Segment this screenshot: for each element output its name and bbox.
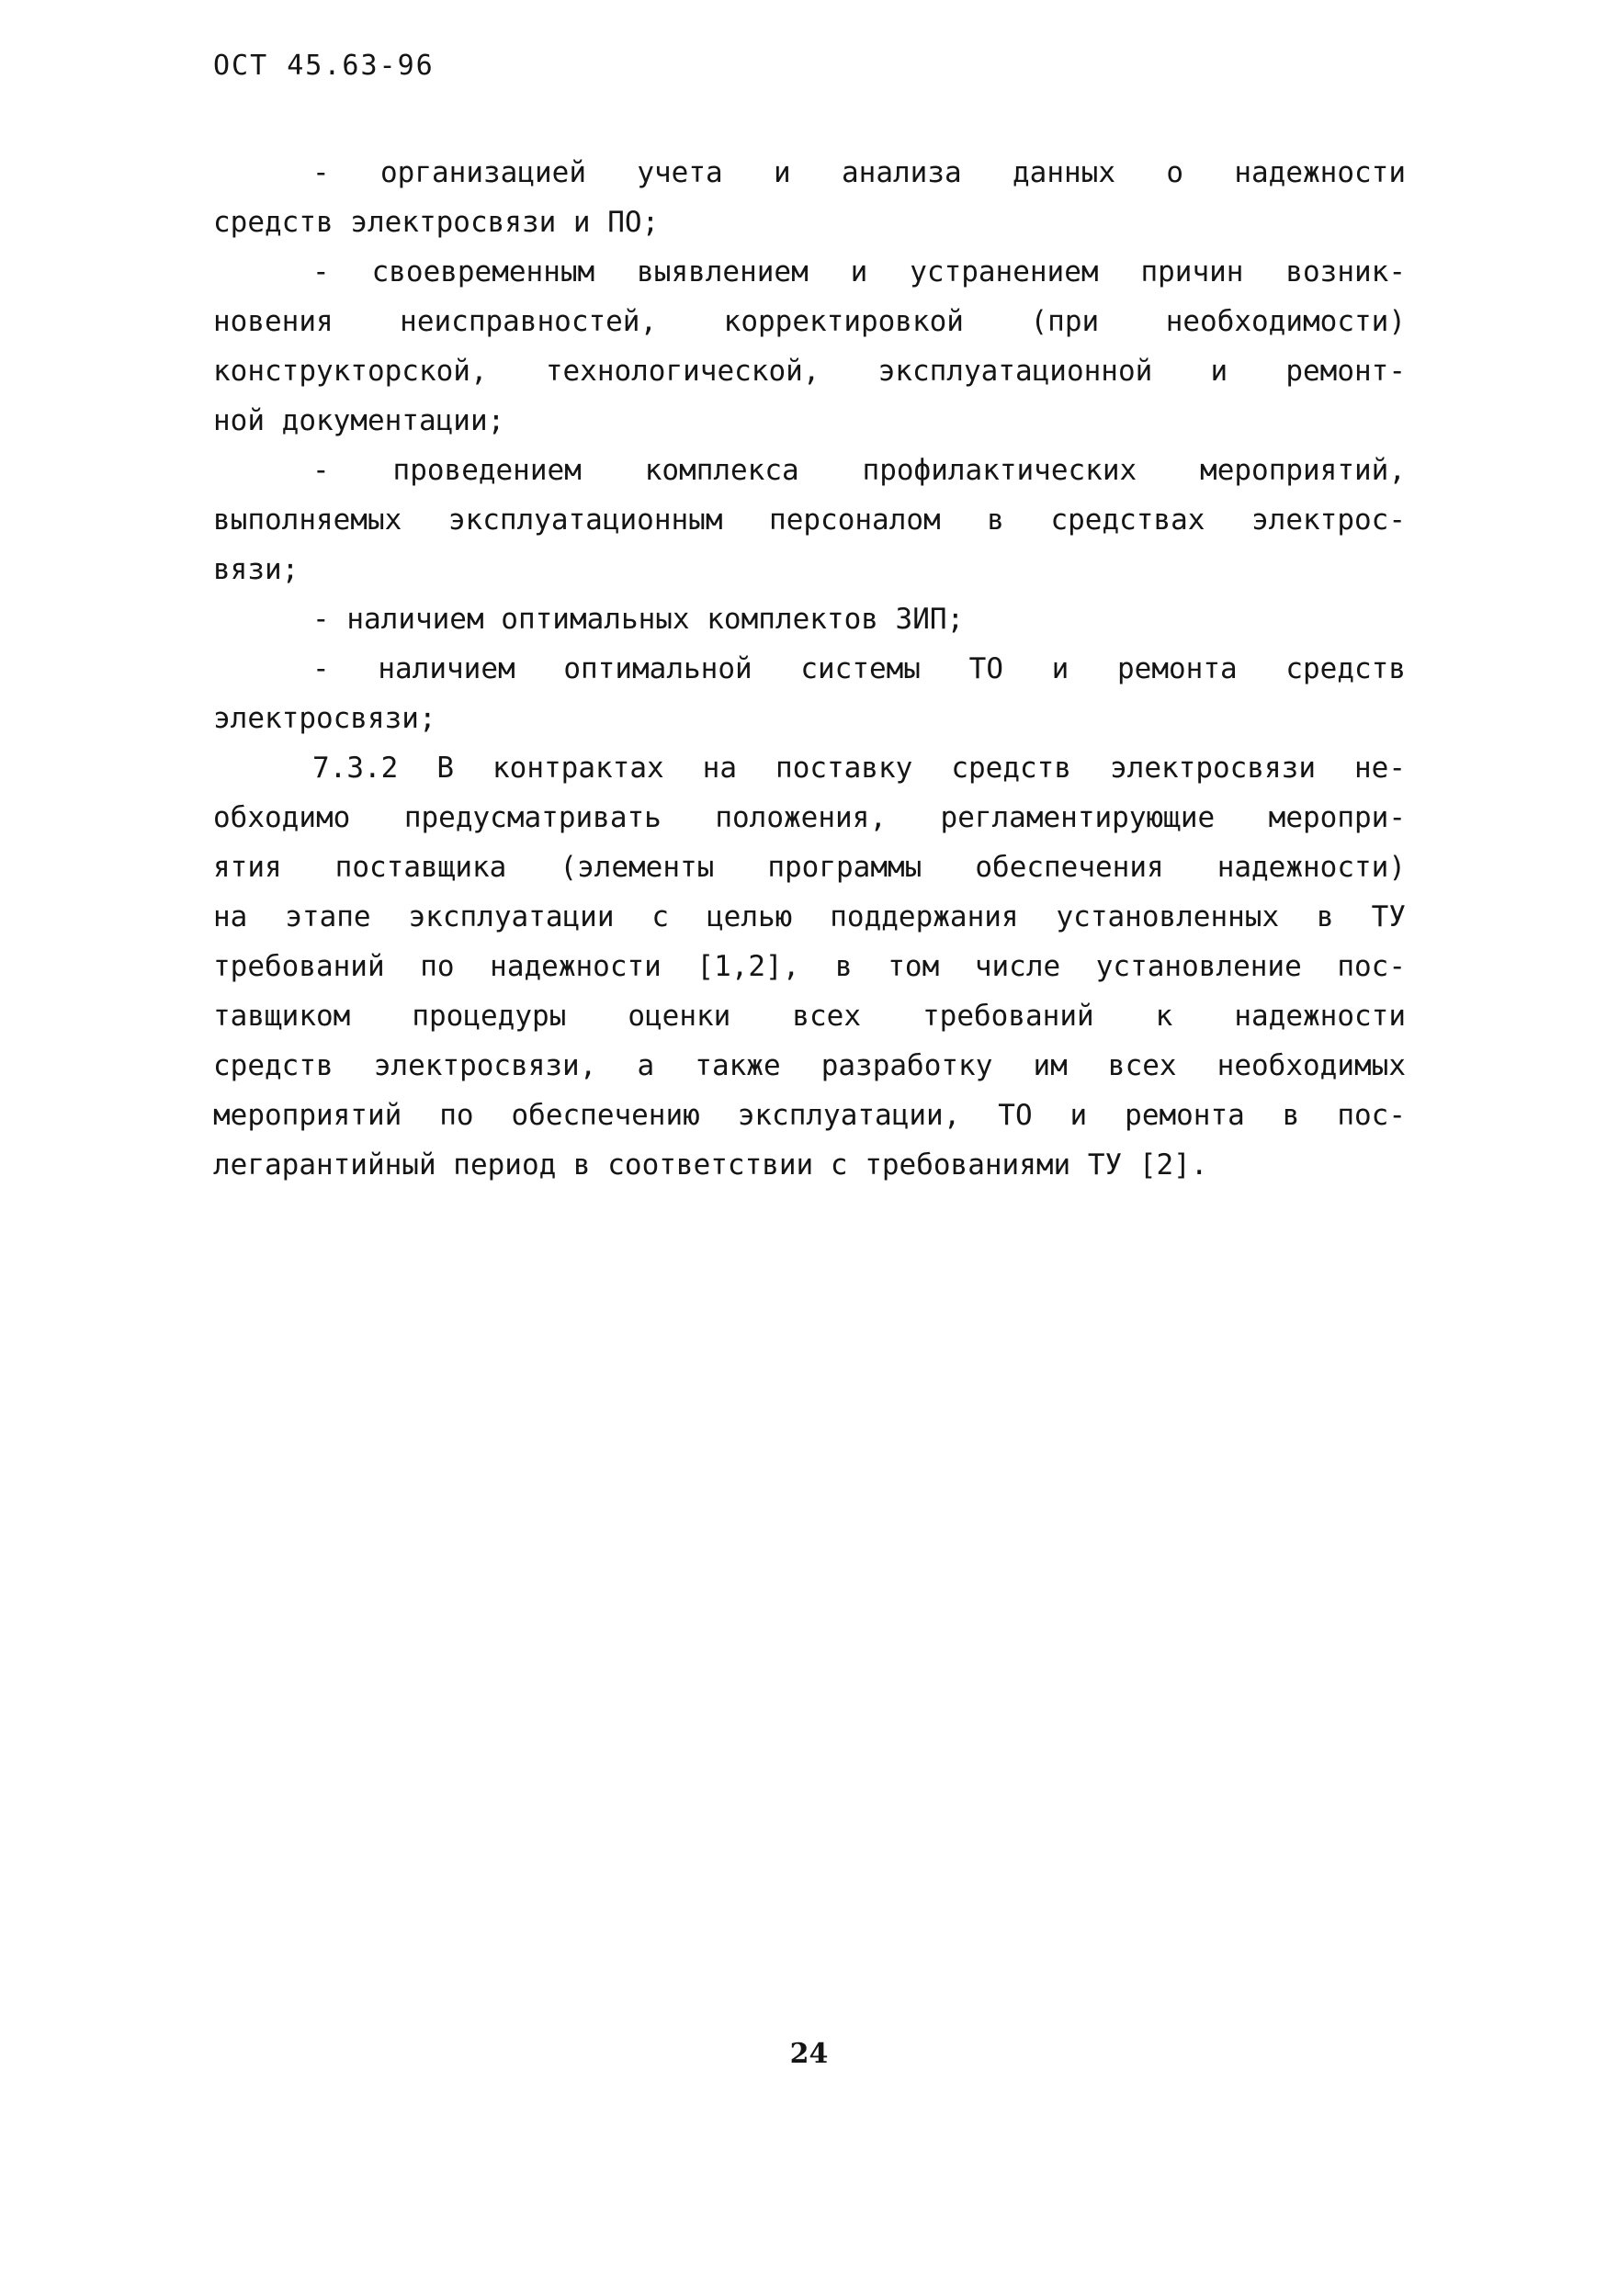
text-line: электросвязи; xyxy=(213,702,436,735)
text-line: легарантийный период в соответствии с требованиями ТУ [2]. xyxy=(213,1148,1208,1182)
text-line: средств электросвязи и ПО; xyxy=(213,206,660,239)
text-line: тавщиком процедуры оценки всех требований к надежности xyxy=(213,1000,1406,1033)
text-line: - наличием оптимальной системы ТО и ремонта средств xyxy=(312,652,1406,685)
text-line: ятия поставщика (элементы программы обеспечения надежности) xyxy=(213,851,1406,884)
text-line: мероприятий по обеспечению эксплуатации, ТО и ремонта в пос- xyxy=(213,1099,1406,1132)
text-line: выполняемых эксплуатационным персоналом в средствах электрос- xyxy=(213,503,1406,537)
text-line: - своевременным выявлением и устранением причин возник- xyxy=(312,255,1406,288)
text-line: - наличием оптимальных комплектов ЗИП; xyxy=(312,603,965,636)
text-line: средств электросвязи, а также разработку им всех необходимых xyxy=(213,1049,1406,1082)
text-line: новения неисправностей, корректировкой (при необходимости) xyxy=(213,305,1406,338)
document-code: ОСТ 45.63-96 xyxy=(213,50,435,82)
text-line: вязи; xyxy=(213,553,300,586)
page-number: 24 xyxy=(789,2038,829,2070)
text-line: требований по надежности [1,2], в том числе установление пос- xyxy=(213,950,1406,983)
text-line: ной документации; xyxy=(213,404,505,437)
text-line: конструкторской, технологической, эксплуатационной и ремонт- xyxy=(213,355,1406,388)
text-line: 7.3.2 В контрактах на поставку средств электросвязи не- xyxy=(312,752,1406,785)
text-line: - организацией учета и анализа данных о надежности xyxy=(312,156,1406,189)
text-line: на этапе эксплуатации с целью поддержания установленных в ТУ xyxy=(213,900,1406,933)
text-line: - проведением комплекса профилактических мероприятий, xyxy=(312,454,1406,487)
text-line: обходимо предусматривать положения, регламентирующие меропри- xyxy=(213,801,1406,834)
